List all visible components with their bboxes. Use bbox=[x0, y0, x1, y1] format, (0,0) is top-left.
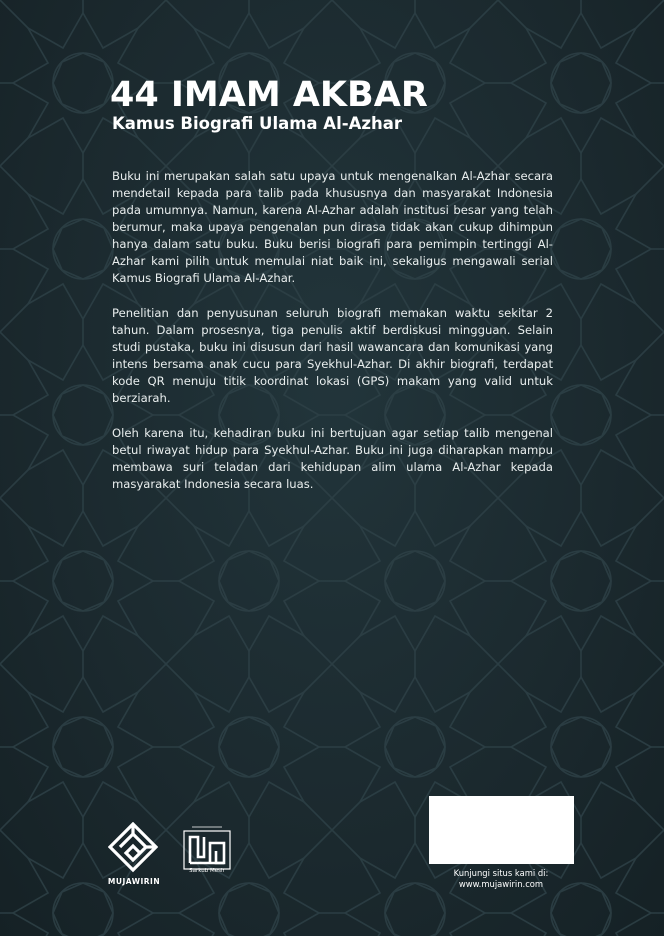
blurb bbox=[112, 168, 553, 511]
blurb-paragraph: Buku ini merupakan salah satu upaya untuk mengenalkan Al-Azhar secara mendetail kepada para talib pada khususnya dan masyarakat Indonesia pada umumnya. Namun, karena Al-Azhar adalah institusi besar yang telah berumur, maka upaya pengenalan pun dirasa tidak akan cukup dihimpun hanya dalam satu buku. Buku berisi biografi para pemimpin tertinggi Al-Azhar kami pilih untuk memulai niat baik ini, sekaligus mengawali serial Kamus Biografi Ulama Al-Azhar. bbox=[112, 169, 553, 285]
blurb-paragraph: Oleh karena itu, kehadiran buku ini bertujuan agar setiap talib mengenal betul riwayat hidup para Syekhul-Azhar. Buku ini juga diharapkan mampu membawa suri teladan dari kehidupan alim ulama Al-Azhar kepada masyarakat Indonesia secara luas. bbox=[112, 426, 553, 491]
partner-logo-label: Sarkub Mesir bbox=[189, 868, 225, 874]
blurb-paragraph: Penelitian dan penyusunan seluruh biografi memakan waktu sekitar 2 tahun. Dalam prosesnya, tiga penulis aktif berdiskusi mingguan. Selain studi pustaka, buku ini disusun dari hasil wawancara dan komunikasi yang intens bersama anak cucu para Syekhul-Azhar. Di akhir biografi, terdapat kode QR menuju titik koordinat lokasi (GPS) makam yang valid untuk berziarah. bbox=[112, 306, 553, 405]
barcode-area bbox=[429, 796, 574, 864]
mujawirin-logo-icon bbox=[108, 822, 158, 882]
visit-label: Kunjungi situs kami di: bbox=[453, 868, 549, 878]
publisher-logo-label: MUJAWIRIN bbox=[107, 877, 161, 886]
website-note bbox=[420, 868, 582, 890]
website-url: www.mujawirin.com bbox=[458, 879, 544, 889]
book-title: 44 IMAM AKBAR bbox=[110, 75, 428, 115]
book-subtitle: Kamus Biografi Ulama Al-Azhar bbox=[112, 114, 402, 133]
